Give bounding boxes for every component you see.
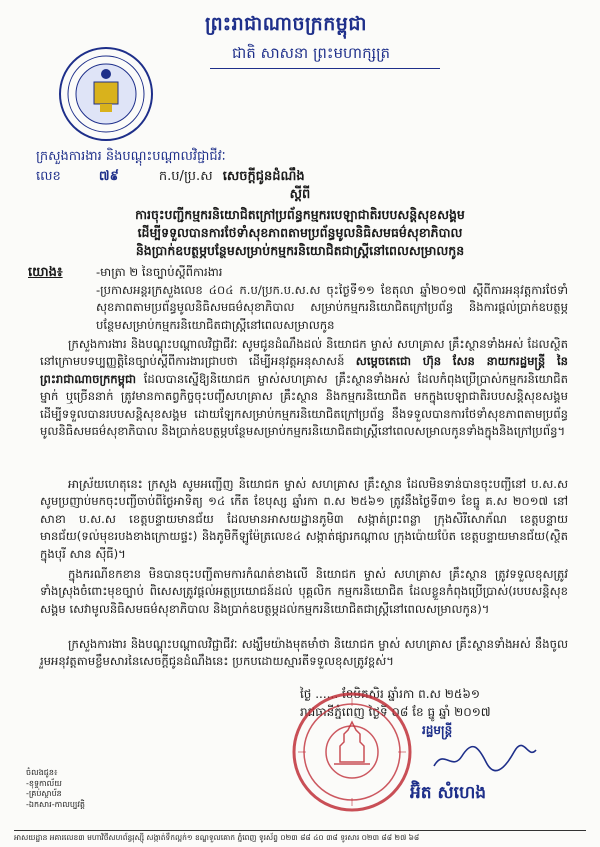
- cc-heading: ចំលងជូន៖: [26, 768, 58, 777]
- topic-label: ស្ដីពី: [289, 187, 311, 202]
- reference-label: យោង៖: [28, 265, 63, 280]
- kingdom-title: ព្រះរាជាណាចក្រកម្ពុជា: [205, 13, 367, 35]
- subject-line-1: ការចុះបញ្ជីកម្មករនិយោជិតក្រៅប្រព័ន្ធកម្មករបេឡាជាតិរបបសន្តិសុខសង្គម: [135, 207, 465, 222]
- official-seal: [290, 690, 414, 814]
- reference-item-1: -មាត្រា ២ នៃច្បាប់ស្ដីពីការងារ: [96, 265, 223, 279]
- body-paragraph-1: [40, 336, 568, 440]
- paragraph-1-highlight: សម្ដេចតេជោ ហ៊ុន សែន នាយករដ្ឋមន្ត្រី នៃព្រះរាជាណាចក្រកម្ពុជា: [40, 354, 568, 386]
- paragraph-1-text-b: ដែលបានស្នើឱ្យនិយោជក ម្ចាស់សហគ្រាស គ្រឹះស្ថានទាំងអស់ ដែលកំពុងប្រើប្រាស់កម្មករនិយោជិត ម្នាក់ ឬច្រើននាក់ ត្រូវមានកាតព្វកិច្ចចុះបញ្ជីសហគ្រាស គ្រឹះស្ថាន និងកម្មករនិយោជិត មកក្នុងបេឡាជាតិរបបសន្តិសុខសង្គម ដើម្បីទទួលបានរបបសន្តិសុខសង្គម ដោយឡែកសម្រាប់កម្មករនិយោជិតក្រៅប្រព័ន្ធ នឹងទទួលបានការថែទាំសុខភាពតាមប្រព័ន្ធមូលនិធិសមធម៌សុខាភិបាល និងប្រាក់ឧបត្ថម្ភបន្ថែមសម្រាប់កម្មករនិយោជិតជាស្ត្រីនៅពេលសម្រាលកូនទាំងក្នុងនិងក្រៅប្រព័ន្ធ។: [40, 371, 568, 439]
- national-motto: ជាតិ សាសនា ព្រះមហាក្សត្រ: [232, 44, 391, 62]
- ref-number: ៧៩: [98, 169, 119, 184]
- cc-item: -ខុទ្ទកាល័យ: [26, 778, 62, 788]
- handwritten-signature: [430, 742, 540, 776]
- reference-number-line: [36, 168, 305, 187]
- signer-name: អ៊ិត សំហេង: [410, 783, 487, 803]
- header-divider: [210, 68, 440, 69]
- reference-item-2: -ប្រកាសអន្តរក្រសួងលេខ ៤០៤ ក.ប/ប្រក.ប.ស.ស ចុះថ្ងៃទី១១ ខែតុលា ឆ្នាំ២០១៧ ស្ដីពីការអនុវត្តការថែទាំសុខភាពតាមប្រព័ន្ធមូលនិធិសមធម៌សុខាភិបាល សម្រាប់កម្មករនិយោជិតក្រៅប្រព័ន្ធ និងការផ្ដល់ប្រាក់ឧបត្ថម្ភបន្ថែមសម្រាប់កម្មករនិយោជិតជាស្ត្រីនៅពេលសម្រាលកូន: [96, 283, 568, 332]
- paragraph-1-text-a: ក្រសួងការងារ និងបណ្ដុះបណ្ដាលវិជ្ជាជីវៈ សូមជូនដំណឹងដល់ និយោជក ម្ចាស់ សហគ្រាស គ្រឹះស្ថានទាំងអស់ ដែលស្ថិតនៅក្រោមបទប្បញ្ញត្តិនៃច្បាប់ស្ដីពីការងារជ្រាបថា ដើម្បីអនុវត្តអនុសាសន៍: [40, 337, 568, 369]
- footer-address: អាសយដ្ឋាន អគារលេខ៣ មហាវិថីសហព័ន្ធរុស្ស៊ី សង្កាត់ទឹកល្អក់១ ខណ្ឌទួលគោក ភ្នំពេញ ទូរស័ព្ទ ០២៣ ៨៨ ៤០ ៣៨ ទូរសារ ០២៣ ៨៨ ២៧ ៦៨: [14, 830, 586, 844]
- ref-label: លេខ: [36, 169, 61, 184]
- solar-date: រាជធានីភ្នំពេញ ថ្ងៃទី ០៨ ខែ ធ្នូ ឆ្នាំ ២០១៧: [300, 705, 491, 719]
- lunar-date: ថ្ងៃ ...... ខែមិគសិរ ឆ្នាំរកា ព.ស ២៥៦១: [300, 687, 480, 701]
- subject-line-2: ដើម្បីទទួលបានការថែទាំសុខភាពតាមប្រព័ន្ធមូលនិធិសមធម៌សុខាភិបាល: [137, 225, 463, 240]
- body-paragraph-2: អាស្រ័យហេតុនេះ ក្រសួង សូមអញ្ជើញ និយោជក ម្ចាស់ សហគ្រាស គ្រឹះស្ថាន ដែលមិនទាន់បានចុះបញ្ជីនៅ ប.ស.ស សូមប្រញាប់មកចុះបញ្ជីចាប់ពីថ្ងៃអាទិត្យ ១៤ កើត ខែបុស្ស ឆ្នាំរកា ព.ស ២៥៦១ ត្រូវនឹងថ្ងៃទី៣១ ខែធ្នូ គ.ស ២០១៧ នៅសាខា ប.ស.ស ខេត្តបន្ទាយមានជ័យ ដែលមានអាសយដ្ឋានភូមិ៣ សង្កាត់ព្រះពន្លា ក្រុងសិរីសោភ័ណ ខេត្តបន្ទាយមានជ័យ(ទល់មុខរបងខាងក្រោយផ្ទះ) និងភូមិកីឡូម៉ែត្រលេខ៤ សង្កាត់ផ្សារកណ្ដាល ក្រុងប៉ោយប៉ែត ខេត្តបន្ទាយមានជ័យ(ស្ថិតក្នុងបុរី សាន ស៊ីធី)។: [40, 477, 568, 561]
- cc-list: [26, 768, 85, 810]
- cc-item: -ឯកសារ-កាលប្បវត្តិ: [26, 799, 85, 809]
- cc-item: -គ្រប់ស្ថាប័ន: [26, 789, 62, 798]
- ministry-logo: [58, 46, 154, 142]
- subject-line-3: និងប្រាក់ឧបត្ថម្ភបន្ថែមសម្រាប់កម្មករនិយោជិតជាស្ត្រីនៅពេលសម្រាលកូន: [135, 243, 465, 258]
- notice-title: សេចក្ដីជូនដំណឹង: [222, 169, 305, 184]
- ministry-name: ក្រសួងការងារ និងបណ្ដុះបណ្ដាលវិជ្ជាជីវៈ: [36, 149, 226, 164]
- signer-title: រដ្ឋមន្ត្រី: [422, 723, 453, 737]
- body-paragraph-4: ក្រសួងការងារ និងបណ្ដុះបណ្ដាលវិជ្ជាជីវៈ សង្ឃឹមយ៉ាងមុតមាំថា និយោជក ម្ចាស់ សហគ្រាស គ្រឹះស្ថានទាំងអស់ នឹងចូលរួមអនុវត្តតាមខ្លឹមសារនៃសេចក្ដីជូនដំណឹងនេះ ប្រកបដោយស្មារតីទទួលខុសត្រូវខ្ពស់។: [40, 637, 568, 669]
- ref-suffix: ក.ប/ប្រ.ស: [158, 169, 213, 184]
- body-paragraph-3: ក្នុងករណីខកខាន មិនបានចុះបញ្ជីតាមការកំណត់ខាងលើ និយោជក ម្ចាស់ សហគ្រាស គ្រឹះស្ថាន ត្រូវទទួលខុសត្រូវទាំងស្រុងចំពោះមុខច្បាប់ ពិសេសត្រូវផ្ដល់អត្ថប្រយោជន៍ដល់ បុគ្គលិក កម្មករនិយោជិត ដែលខ្លួនកំពុងប្រើប្រាស់(របបសន្តិសុខសង្គម សេវាមូលនិធិសមធម៌សុខាភិបាល និងប្រាក់ឧបត្ថម្ភដល់កម្មករនិយោជិតជាស្ត្រីនៅពេលសម្រាលកូន)។: [40, 567, 568, 616]
